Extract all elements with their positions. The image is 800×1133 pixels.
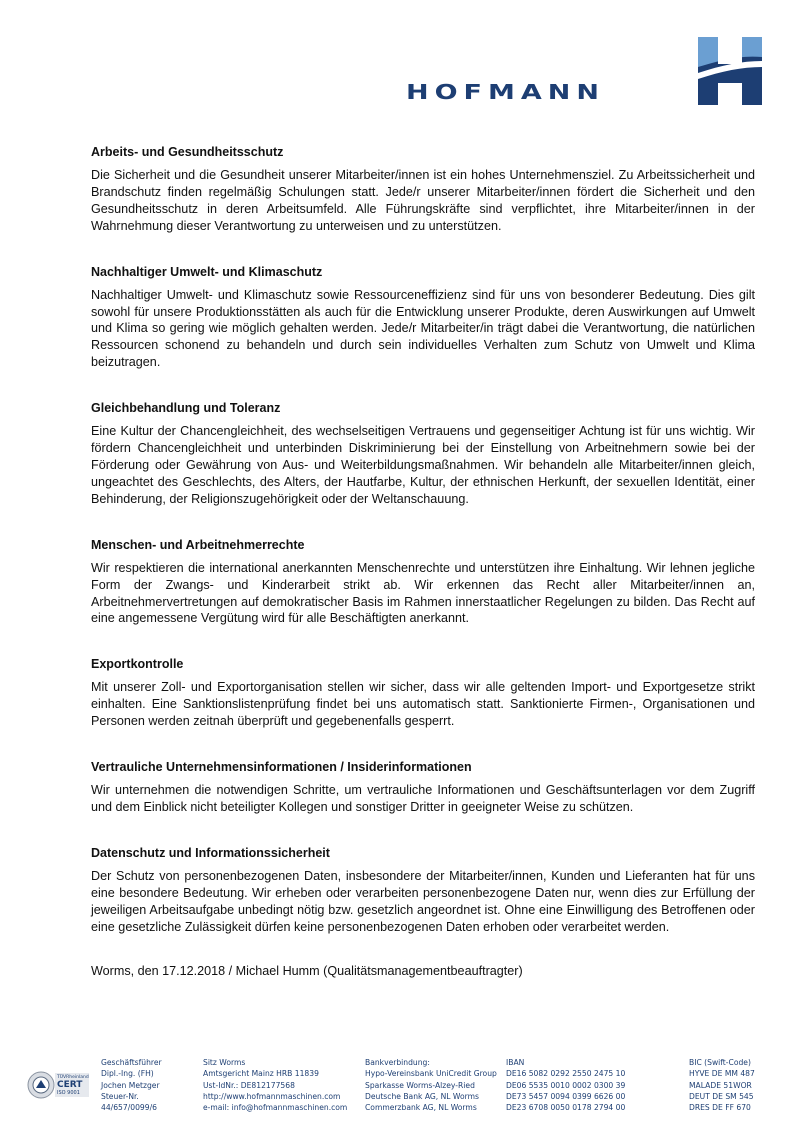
footer-line: Bankverbindung: [365, 1058, 430, 1067]
footer-line: Amtsgericht Mainz HRB 11839 [203, 1069, 319, 1079]
section-exportkontrolle [91, 656, 755, 730]
footer-line: Geschäftsführer [101, 1058, 162, 1067]
footer-line: Deutsche Bank AG, NL Worms [365, 1091, 479, 1101]
section-vertraulichkeit [91, 759, 755, 816]
footer-line: DRES DE FF 670 [689, 1103, 751, 1113]
footer-iban-column [506, 1057, 625, 1113]
footer-line: Sparkasse Worms-Alzey-Ried [365, 1080, 475, 1090]
footer-line: DEUT DE SM 545 [689, 1091, 754, 1101]
section-umweltschutz [91, 264, 755, 372]
page-footer [0, 1053, 800, 1123]
footer-line: Sitz Worms [203, 1058, 246, 1067]
footer-website-link[interactable]: http://www.hofmannmaschinen.com [203, 1091, 341, 1101]
footer-bank-column [365, 1057, 497, 1113]
footer-line: Ust-IdNr.: DE812177568 [203, 1080, 295, 1090]
policy-content [91, 144, 755, 964]
footer-line: BIC (Swift-Code) [689, 1058, 751, 1067]
tuv-cert-badge-icon [27, 1070, 90, 1100]
footer-line: MALADE 51WOR [689, 1080, 752, 1090]
section-body: Mit unserer Zoll- und Exportorganisation stellen wir sicher, dass wir alle geltenden Import- und Exportgesetze strikt einhalten. Eine Sanktionslistenprüfung findet bei uns automatisch statt. Sanktionierte Firmen-, Organisationen und Personen werden zeitnah überprüft und gegebenenfalls gesperrt. [91, 680, 755, 729]
section-title: Nachhaltiger Umwelt- und Klimaschutz [91, 264, 323, 279]
footer-line: 44/657/0099/6 [101, 1103, 157, 1113]
section-menschenrechte [91, 537, 755, 628]
footer-line: Jochen Metzger [101, 1080, 160, 1090]
footer-bic-column [689, 1057, 755, 1113]
section-title: Menschen- und Arbeitnehmerrechte [91, 537, 305, 552]
section-title: Datenschutz und Informationssicherheit [91, 845, 330, 860]
company-logo [406, 37, 762, 105]
section-title: Vertrauliche Unternehmensinformationen / Insiderinformationen [91, 760, 472, 775]
footer-email-link[interactable]: e-mail: info@hofmannmaschinen.com [203, 1103, 348, 1113]
section-body: Wir respektieren die international anerkannten Menschenrechte und unterstützen ihre Einhaltung. Wir lehnen jegliche Form der Zwangs- und Kinderarbeit strikt ab. Wir erkennen das Recht aller Mitarbeiter/innen an, Arbeitnehmervertretungen auf demokratischer Basis im Rahmen innerstaatlicher Regelungen zu bilden. Das Recht auf eine angemessene Vergütung wird für alle Beschäftigten anerkannt. [91, 560, 755, 626]
section-datenschutz [91, 845, 755, 936]
footer-line: DE16 5082 0292 2550 2475 10 [506, 1069, 626, 1079]
logo-wordmark: HOFMANN [406, 81, 605, 105]
section-title: Arbeits- und Gesundheitsschutz [91, 145, 284, 159]
closing-signature-line: Worms, den 17.12.2018 / Michael Humm (Qualitätsmanagementbeauftragter) [91, 964, 523, 978]
cert-org-label: TÜVRheinland [57, 1075, 89, 1080]
section-arbeitsschutz [91, 144, 755, 235]
section-title: Gleichbehandlung und Toleranz [91, 401, 281, 416]
section-body: Der Schutz von personenbezogenen Daten, insbesondere der Mitarbeiter/innen, Kunden und Lieferanten hat für uns eine besondere Bedeutung. Wir erheben oder verarbeiten personenbezogene Daten nur, wenn dies zur Erfüllung der jeweiligen Arbeitsaufgabe unbedingt nötig bzw. gesetzlich angeordnet ist. Ohne eine Einwilligung des Betroffenen oder eine gesetzliche Zulässigkeit dürfen keine personenbezogenen Daten erhoben oder verarbeitet werden. [91, 868, 755, 934]
footer-line: Hypo-Vereinsbank UniCredit Group [365, 1069, 497, 1079]
section-gleichbehandlung [91, 400, 755, 508]
footer-line: DE73 5457 0094 0399 6626 00 [506, 1091, 626, 1101]
section-body: Eine Kultur der Chancengleichheit, des wechselseitigen Vertrauens und gegenseitiger Achtung ist für uns wichtig. Wir fördern Chancengleichheit und unterbinden Diskriminierung bei der Einstellung von Arbeitnehmern sowie bei der Förderung oder Gewährung von Aus- und Weiterbildungsmaßnahmen. Wir behandeln alle Mitarbeiter/innen gleich, ungeachtet des Geschlechts, des Alters, der Hautfarbe, Kultur, der ethnischen Herkunft, der sexuellen Identität, einer Behinderung, der Religionszugehörigkeit oder der Weltanschauung. [91, 424, 755, 506]
section-body: Wir unternehmen die notwendigen Schritte, um vertrauliche Informationen und Geschäftsunterlagen vor dem Zugriff und dem Einblick nicht beteiligter Kollegen und sonstiger Dritter in geeigneter Weise zu schützen. [91, 783, 755, 814]
section-title: Exportkontrolle [91, 657, 184, 672]
section-body: Die Sicherheit und die Gesundheit unserer Mitarbeiter/innen ist ein hohes Unternehmensziel. Zu Arbeitssicherheit und Brandschutz finden regelmäßig Schulungen statt. Jede/r unserer Mitarbeiter/innen fördert die Sicherheit und den Gesundheitsschutz in deren Arbeitsumfeld. Alle Führungskräfte sind verpflichtet, ihre Mitarbeiter/innen in der Wahrnehmung dieser Verantwortung zu unterweisen und zu unterstützen. [91, 168, 755, 233]
footer-line: DE06 5535 0010 0002 0300 39 [506, 1080, 626, 1090]
footer-line: Steuer-Nr. [101, 1091, 139, 1101]
footer-registration-column [203, 1057, 347, 1113]
footer-line: DE23 6708 0050 0178 2794 00 [506, 1103, 626, 1113]
footer-line: HYVE DE MM 487 [689, 1069, 755, 1079]
logo-h-mark-icon [698, 37, 762, 105]
footer-line: Dipl.-Ing. (FH) [101, 1069, 154, 1079]
cert-standard-label: ISO 9001 [57, 1090, 80, 1096]
cert-label: CERT [57, 1080, 83, 1090]
footer-line: IBAN [506, 1058, 525, 1067]
footer-management-column [101, 1057, 162, 1113]
footer-line: Commerzbank AG, NL Worms [365, 1103, 477, 1113]
section-body: Nachhaltiger Umwelt- und Klimaschutz sowie Ressourceneffizienz sind für uns von besonderer Bedeutung. Dies gilt sowohl für unsere Produktionsstätten als auch für die Entwicklung unserer Produkte, deren Auswirkungen auf Umwelt und Klima so gering wie möglich gehalten werden. Jede/r Mitarbeiter/in trägt dabei die Verantwortung, die natürlichen Ressourcen schonend zu behandeln und durch sein individuelles Verhalten zum Schutz von Umwelt und Klima beizutragen. [91, 287, 755, 370]
